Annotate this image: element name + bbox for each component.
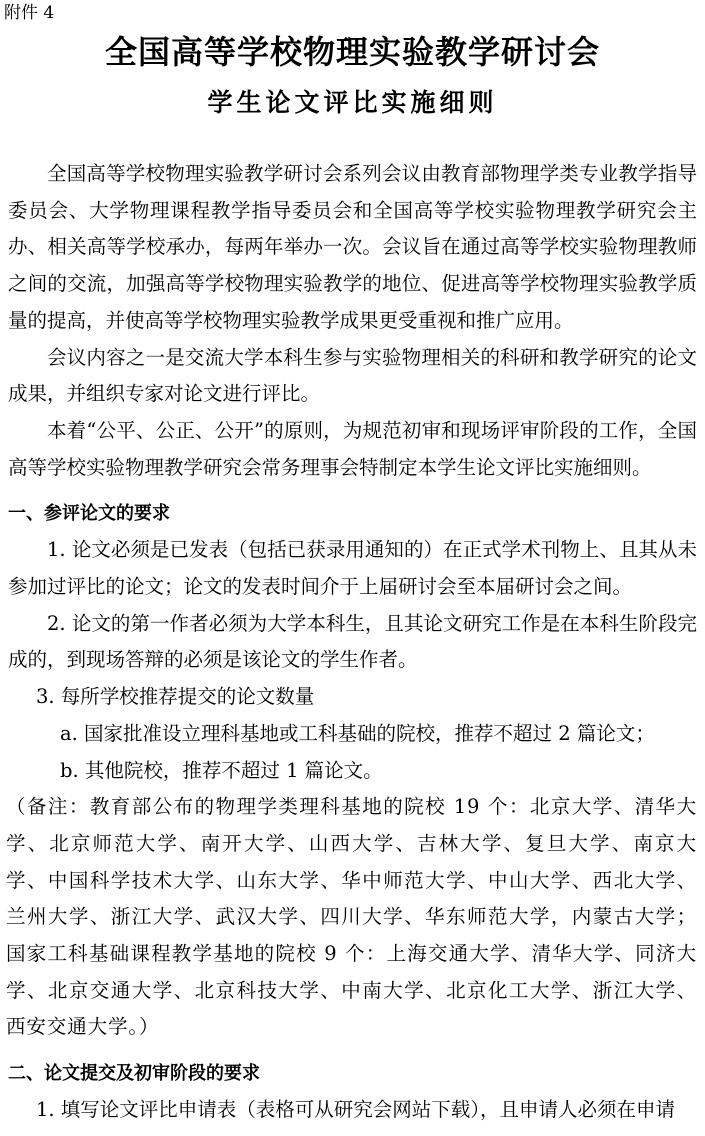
document-subtitle: 学生论文评比实施细则	[207, 88, 498, 117]
attachment-label: 附件 4	[4, 3, 55, 23]
document-body	[8, 156, 697, 1129]
section-1-note: （备注：教育部公布的物理学类理科基地的院校 19 个：北京大学、清华大学、北京师范大学、南开大学、山西大学、吉林大学、复旦大学、南京大学、中国科学技术大学、山东大学、华中师范大学、中山大学、西北大学、兰州大学、浙江大学、武汉大学、四川大学、华东师范大学，内蒙古大学；国家工科基础课程教学基地的院校 9 个：上海交通大学、清华大学、同济大学、北京交通大学、北京科技大学、中南大学、北京化工大学、浙江大学、西安交通大学。）	[6, 795, 697, 1039]
section-1-heading: 一、参评论文的要求	[8, 503, 170, 525]
section-1-item-3a: a. 国家批准设立理科基地或工科基础的院校，推荐不超过 2 篇论文；	[60, 721, 655, 745]
section-2-item-1: 1. 填写论文评比申请表（表格可从研究会网站下载），且申请人必须在申请	[36, 1098, 676, 1122]
section-1-item-1: 1. 论文必须是已发表（包括已获录用通知的）在正式学术刊物上、且其从未参加过评比的论文；论文的发表时间介于上届研讨会至本届研讨会之间。	[8, 538, 697, 599]
section-1-item-3b: b. 其他院校，推荐不超过 1 篇论文。	[60, 758, 383, 782]
section-2-heading: 二、论文提交及初审阶段的要求	[8, 1063, 260, 1085]
document-title: 全国高等学校物理实验教学研讨会	[104, 33, 600, 71]
section-1-item-2: 2. 论文的第一作者必须为大学本科生，且其论文研究工作是在本科生阶段完成的，到现场答辩的必须是该论文的学生作者。	[8, 611, 697, 672]
section-1-item-3: 3. 每所学校推荐提交的论文数量	[36, 685, 315, 709]
intro-paragraph-2: 会议内容之一是交流大学本科生参与实验物理相关的科研和教学研究的论文成果，并组织专家对论文进行评比。	[8, 345, 697, 406]
intro-paragraph-3: 本着“公平、公正、公开”的原则，为规范初审和现场评审阶段的工作，全国高等学校实验物理教学研究会常务理事会特制定本学生论文评比实施细则。	[8, 418, 697, 479]
intro-paragraph-1: 全国高等学校物理实验教学研讨会系列会议由教育部物理学类专业教学指导委员会、大学物理课程教学指导委员会和全国高等学校实验物理教学研究会主办、相关高等学校承办，每两年举办一次。会议旨在通过高等学校实验物理教师之间的交流，加强高等学校物理实验教学的地位、促进高等学校物理实验教学质量的提高，并使高等学校物理实验教学成果更受重视和推广应用。	[8, 162, 697, 332]
